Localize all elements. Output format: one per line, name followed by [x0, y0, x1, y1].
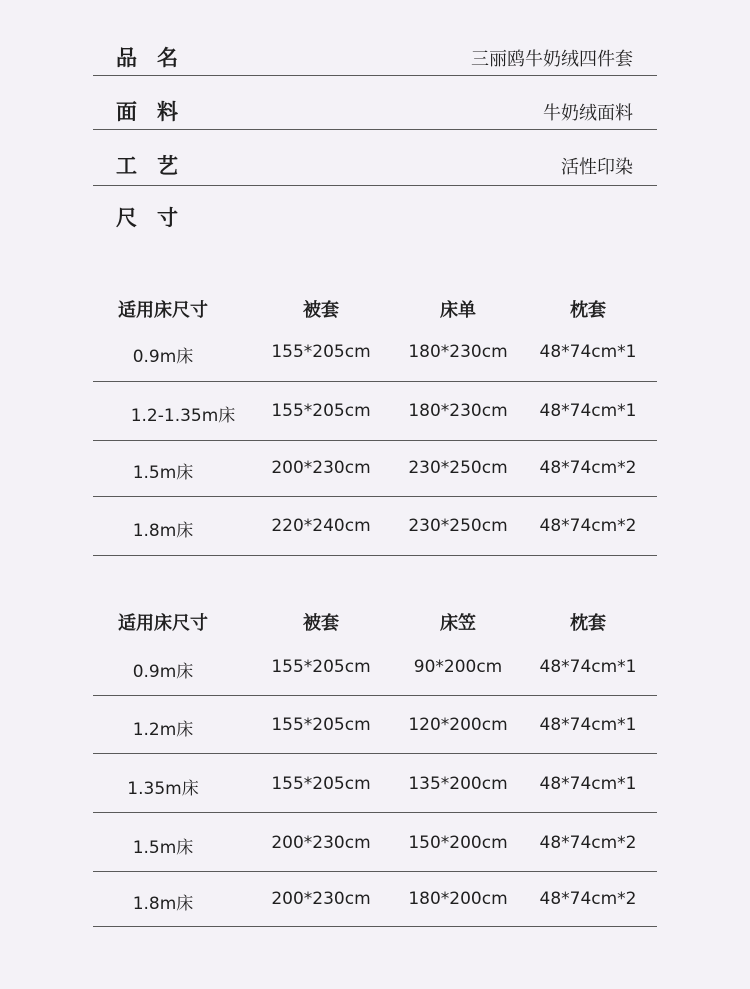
- info-label-name: 品名: [116, 46, 198, 70]
- table-row: [93, 889, 657, 927]
- table-cell-bed-size: 1.35m床: [127, 779, 199, 799]
- table-cell-bed-size: 1.5m床: [132, 838, 194, 858]
- table-cell-bed-size: 1.8m床: [132, 894, 194, 914]
- table-header-row: [93, 296, 657, 326]
- table-cell-duvet: 200*230cm: [271, 458, 371, 478]
- table-row: [93, 715, 657, 754]
- table-cell-pillowcase: 48*74cm*2: [539, 833, 637, 853]
- table-cell-sheet: 230*250cm: [408, 458, 508, 478]
- info-row-size: [93, 202, 657, 236]
- table-cell-sheet: 180*230cm: [408, 401, 508, 421]
- table-cell-fitted-sheet: 120*200cm: [408, 715, 508, 735]
- table-cell-bed-size: 0.9m床: [132, 662, 194, 682]
- table-cell-bed-size: 1.2m床: [132, 720, 194, 740]
- table-header-fitted-sheet: 床笠: [440, 613, 476, 634]
- info-value-name: 三丽鸥牛奶绒四件套: [471, 49, 633, 70]
- table-cell-duvet: 155*205cm: [271, 401, 371, 421]
- table-cell-pillowcase: 48*74cm*1: [539, 657, 637, 677]
- table-header-row: [93, 609, 657, 639]
- table-cell-fitted-sheet: 135*200cm: [408, 774, 508, 794]
- table-cell-fitted-sheet: 90*200cm: [413, 657, 503, 677]
- table-cell-duvet: 200*230cm: [271, 833, 371, 853]
- table-cell-pillowcase: 48*74cm*1: [539, 342, 637, 362]
- info-label-craft: 工艺: [116, 154, 198, 178]
- info-row-fabric: [93, 96, 657, 130]
- table-header-pillowcase: 枕套: [570, 300, 606, 321]
- table-cell-sheet: 230*250cm: [408, 516, 508, 536]
- table-row: [93, 401, 657, 441]
- table-cell-duvet: 155*205cm: [271, 774, 371, 794]
- table-row: [93, 657, 657, 696]
- table-cell-bed-size: 1.8m床: [132, 521, 194, 541]
- table-row: [93, 458, 657, 497]
- table-row: [93, 774, 657, 813]
- table-cell-duvet: 220*240cm: [271, 516, 371, 536]
- info-row-craft: [93, 150, 657, 186]
- table-cell-pillowcase: 48*74cm*2: [539, 889, 637, 909]
- table-header-duvet: 被套: [303, 613, 339, 634]
- table-cell-pillowcase: 48*74cm*2: [539, 458, 637, 478]
- table-header-duvet: 被套: [303, 300, 339, 321]
- table-cell-pillowcase: 48*74cm*1: [539, 715, 637, 735]
- table-row: [93, 342, 657, 382]
- info-value-craft: 活性印染: [561, 157, 633, 178]
- table-cell-pillowcase: 48*74cm*1: [539, 774, 637, 794]
- table-header-pillowcase: 枕套: [570, 613, 606, 634]
- table-cell-bed-size: 0.9m床: [132, 347, 194, 367]
- table-cell-fitted-sheet: 180*200cm: [408, 889, 508, 909]
- table-header-sheet: 床单: [440, 300, 476, 321]
- info-label-fabric: 面料: [116, 100, 198, 124]
- table-cell-duvet: 155*205cm: [271, 342, 371, 362]
- table-cell-duvet: 155*205cm: [271, 715, 371, 735]
- table-cell-duvet: 200*230cm: [271, 889, 371, 909]
- table-cell-duvet: 155*205cm: [271, 657, 371, 677]
- info-label-size: 尺寸: [116, 206, 198, 230]
- table-cell-fitted-sheet: 150*200cm: [408, 833, 508, 853]
- info-value-fabric: 牛奶绒面料: [543, 103, 633, 124]
- table-cell-bed-size: 1.5m床: [132, 463, 194, 483]
- table-header-bed-size: 适用床尺寸: [118, 300, 208, 321]
- table-row: [93, 833, 657, 872]
- table-cell-bed-size: 1.2-1.35m床: [130, 406, 236, 426]
- table-row: [93, 516, 657, 556]
- table-header-bed-size: 适用床尺寸: [118, 613, 208, 634]
- table-cell-sheet: 180*230cm: [408, 342, 508, 362]
- table-cell-pillowcase: 48*74cm*2: [539, 516, 637, 536]
- table-cell-pillowcase: 48*74cm*1: [539, 401, 637, 421]
- info-row-name: [93, 42, 657, 76]
